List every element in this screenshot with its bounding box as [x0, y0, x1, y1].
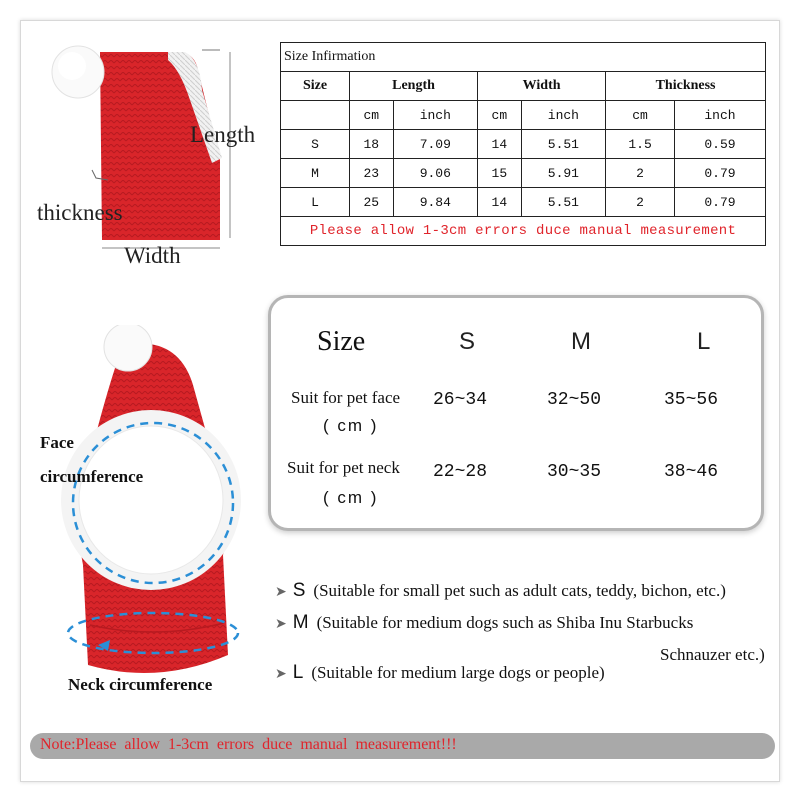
table-cell: 2: [606, 159, 675, 188]
neck-value-m: 30~35: [547, 462, 602, 482]
table-cell: 5.91: [521, 159, 606, 188]
unit-cell: cm: [606, 101, 675, 130]
neck-unit: ( cm ): [323, 488, 379, 507]
hood-opening: [79, 426, 223, 574]
table-cell: 7.09: [393, 130, 478, 159]
header-length: Length: [350, 72, 478, 101]
face-unit: ( cm ): [323, 416, 379, 435]
fit-title: Size: [317, 326, 366, 357]
neck-value-l: 38~46: [664, 462, 719, 482]
suitability-item-s: [275, 580, 726, 602]
header-size: Size: [281, 72, 350, 101]
neck-value-s: 22~28: [433, 462, 488, 482]
suitability-text: (Suitable for small pet such as adult cats, teddy, bichon, etc.): [313, 581, 726, 600]
neck-row-label: Suit for pet neck: [287, 458, 400, 477]
table-cell: 0.59: [674, 130, 765, 159]
face-value-l: 35~56: [664, 390, 719, 410]
fit-size-m: M: [571, 328, 591, 355]
unit-cell: cm: [350, 101, 394, 130]
face-row-label: Suit for pet face: [291, 388, 401, 407]
table-cell: M: [281, 159, 350, 188]
hood-flat-illustration: [30, 30, 280, 270]
table-cell: 5.51: [521, 188, 606, 217]
hood-front-figure: [28, 325, 278, 705]
arrow-icon: ➤: [275, 584, 287, 600]
table-cell: 9.84: [393, 188, 478, 217]
footer-note-text: Note:Please allow 1-3cm errors duce manual measurement!!!: [40, 736, 457, 753]
table-cell: 0.79: [674, 159, 765, 188]
table-cell: 15: [478, 159, 522, 188]
width-label: Width: [124, 243, 181, 268]
header-thickness: Thickness: [606, 72, 766, 101]
hood-flat-figure: [30, 30, 280, 270]
thickness-label: thickness: [37, 200, 123, 225]
size-information-table: [280, 42, 766, 246]
footer-note-bar: [30, 733, 775, 759]
table-cell: 23: [350, 159, 394, 188]
size-letter: M: [292, 612, 309, 633]
fit-size-l: L: [697, 328, 711, 355]
table-cell: 25: [350, 188, 394, 217]
table-caption: Size Infirmation: [281, 43, 766, 72]
table-cell: 5.51: [521, 130, 606, 159]
face-value-m: 32~50: [547, 390, 602, 410]
length-label: Length: [190, 122, 256, 147]
table-note: Please allow 1-3cm errors duce manual measurement: [281, 217, 766, 246]
table-header-row: [281, 72, 766, 101]
suitability-text: (Suitable for medium large dogs or people): [311, 663, 605, 682]
table-cell: 2: [606, 188, 675, 217]
neck-label: Neck circumference: [68, 675, 213, 694]
table-row: [281, 130, 766, 159]
suitability-item-m-cont: Schnauzer etc.): [660, 645, 765, 664]
face-value-s: 26~34: [433, 390, 488, 410]
table-cell: 9.06: [393, 159, 478, 188]
arrow-icon: ➤: [275, 616, 287, 632]
face-label-line2: circumference: [40, 467, 144, 486]
table-cell: 14: [478, 130, 522, 159]
suitability-item-l: [275, 662, 605, 684]
fit-size-s: S: [459, 328, 476, 355]
table-row: [281, 188, 766, 217]
fit-size-card: [268, 295, 764, 531]
table-cell: 18: [350, 130, 394, 159]
hood-front-illustration: [28, 325, 278, 705]
table-cell: 0.79: [674, 188, 765, 217]
size-letter: S: [292, 580, 306, 601]
unit-cell: cm: [478, 101, 522, 130]
suitability-text: (Suitable for medium dogs such as Shiba Inu Starbucks: [316, 613, 694, 632]
table-cell: S: [281, 130, 350, 159]
table-units-row: [281, 101, 766, 130]
unit-cell: inch: [393, 101, 478, 130]
pompom: [104, 325, 152, 371]
suitability-item-m: [275, 612, 693, 634]
arrow-icon: ➤: [275, 666, 287, 682]
table-cell: 14: [478, 188, 522, 217]
table-cell: L: [281, 188, 350, 217]
header-width: Width: [478, 72, 606, 101]
table-row: [281, 159, 766, 188]
size-letter: L: [292, 662, 304, 683]
table-cell: 1.5: [606, 130, 675, 159]
face-label-line1: Face: [40, 433, 74, 452]
unit-cell: inch: [674, 101, 765, 130]
unit-cell: inch: [521, 101, 606, 130]
